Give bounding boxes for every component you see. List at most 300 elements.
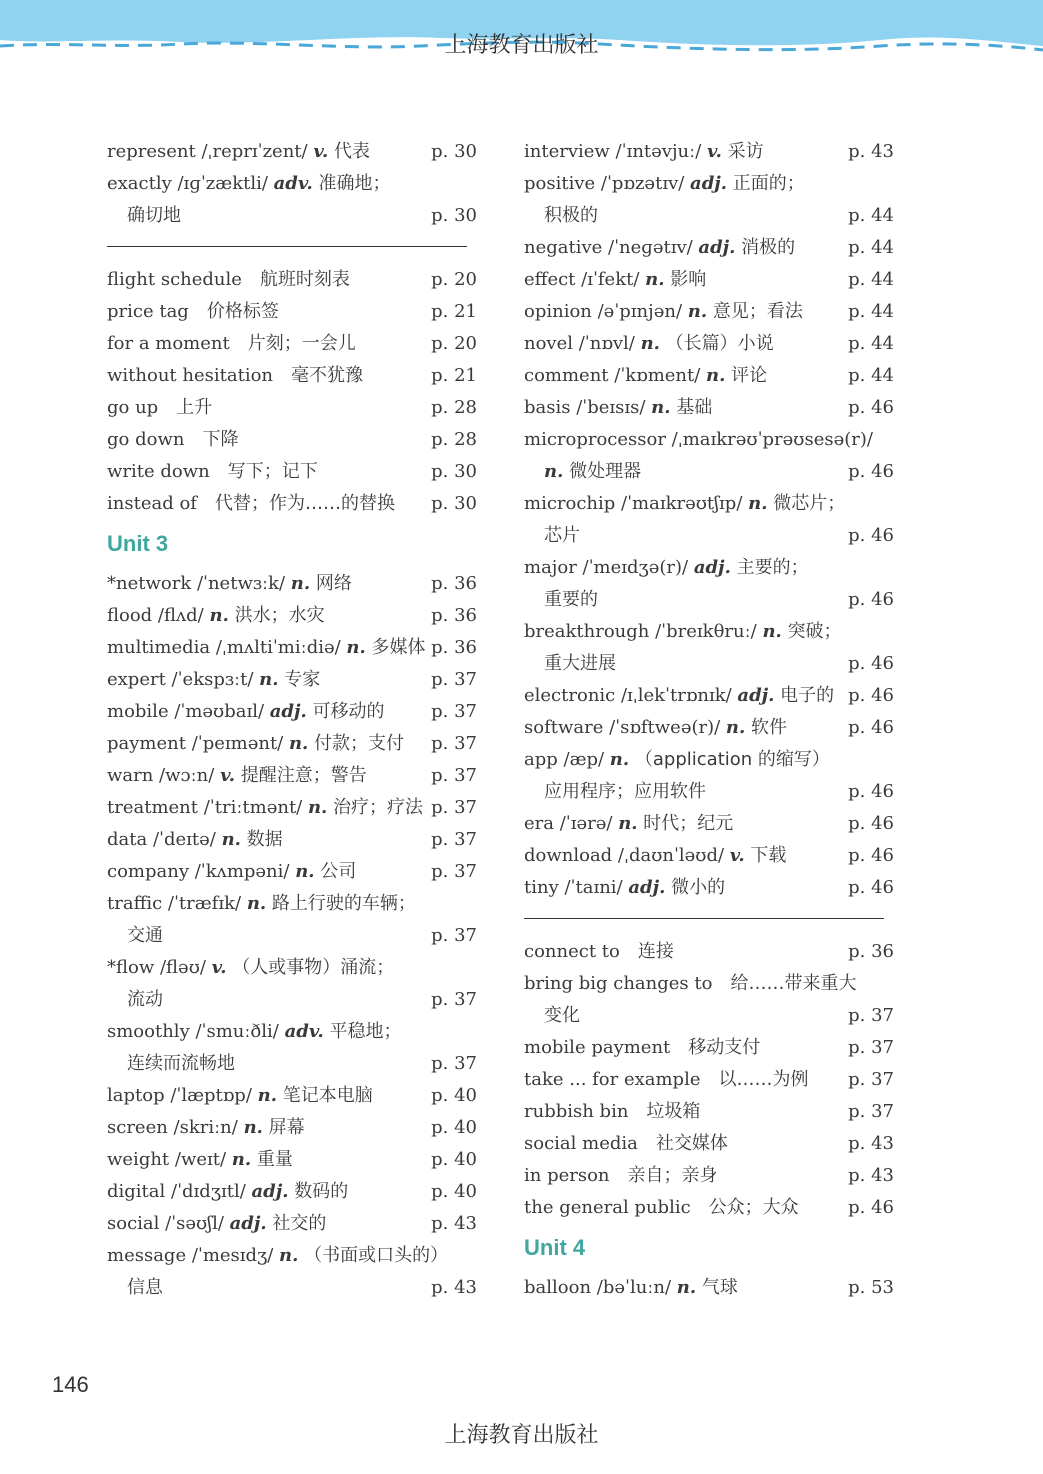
part-of-speech: n. (221, 829, 241, 850)
page-reference: p. 36 (431, 637, 477, 658)
entry-text (524, 616, 842, 648)
page-reference: p. 36 (431, 573, 477, 594)
entry-text (107, 392, 212, 424)
headword: price tag (107, 301, 189, 322)
headword: screen /skriːn/ (107, 1117, 244, 1138)
vocab-entry (524, 296, 894, 328)
headword: message /ˈmesɪdʒ/ (107, 1245, 280, 1266)
chinese-meaning: 提醒注意；警告 (234, 765, 367, 786)
chinese-meaning: 采访 (721, 141, 764, 162)
part-of-speech: v. (707, 141, 722, 162)
entry-text (107, 456, 318, 488)
vocab-entry (524, 232, 894, 264)
part-of-speech: adj. (690, 173, 728, 194)
entry-text (107, 1112, 305, 1144)
part-of-speech: v. (729, 845, 745, 866)
entry-text (107, 488, 395, 520)
vocab-entry-continuation (107, 984, 477, 1016)
chinese-meaning: 重量 (251, 1149, 293, 1170)
part-of-speech: adj. (229, 1213, 267, 1234)
vocab-entry-continuation (107, 920, 477, 952)
headword: software /ˈsɒftweə(r)/ (524, 717, 726, 738)
headword: smoothly /ˈsmuːðli/ (107, 1021, 285, 1042)
vocab-entry-continuation (524, 1000, 894, 1032)
chinese-meaning: 应用程序；应用软件 (544, 781, 706, 802)
part-of-speech: n. (209, 605, 229, 626)
chinese-meaning: （长篇）小说 (659, 333, 774, 354)
headword: multimedia /ˌmʌltiˈmiːdiə/ (107, 637, 347, 658)
entry-text (524, 488, 845, 520)
page-reference: p. 44 (848, 269, 894, 290)
vocab-entry (107, 888, 477, 920)
vocab-entry (107, 136, 477, 168)
part-of-speech: n. (640, 333, 660, 354)
headword: data /ˈdeɪtə/ (107, 829, 222, 850)
chinese-meaning: 消极的 (735, 237, 796, 258)
entry-text (524, 1096, 700, 1128)
section-divider (524, 904, 894, 936)
part-of-speech: n. (645, 269, 665, 290)
entry-text (107, 200, 181, 232)
page-reference: p. 43 (431, 1277, 477, 1298)
entry-text (524, 712, 787, 744)
headword: major /ˈmeɪdʒə(r)/ (524, 557, 694, 578)
vocab-entry (107, 1112, 477, 1144)
chinese-meaning: 正面的； (727, 173, 805, 194)
headword: exactly /ɪɡˈzæktli/ (107, 173, 274, 194)
headword: instead of (107, 493, 197, 514)
vocab-entry (107, 328, 477, 360)
chinese-meaning: 准确地； (312, 173, 391, 194)
vocab-entry (524, 680, 894, 712)
headword: *flow /fləʊ/ (107, 957, 212, 978)
page-reference: p. 46 (848, 813, 894, 834)
entry-text (524, 584, 598, 616)
page-reference: p. 46 (848, 717, 894, 738)
chinese-meaning: 数码的 (288, 1181, 349, 1202)
vocab-entry (107, 728, 477, 760)
vocab-entry (107, 424, 477, 456)
header-publisher: 上海教育出版社 (444, 33, 599, 58)
vocab-entry (107, 760, 477, 792)
entry-text (524, 744, 830, 776)
page-reference: p. 40 (431, 1085, 477, 1106)
headword: flood /flʌd/ (107, 605, 210, 626)
entry-text (524, 1192, 799, 1224)
headword: bring big changes to (524, 973, 713, 994)
chinese-meaning: 下降 (184, 429, 239, 450)
chinese-meaning: 价格标签 (188, 301, 279, 322)
chinese-meaning: 重大进展 (544, 653, 616, 674)
entry-text (107, 600, 325, 632)
page-reference: p. 53 (848, 1277, 894, 1298)
entry-text (524, 520, 580, 552)
chinese-meaning: （application 的缩写） (629, 749, 830, 770)
page-reference: p. 20 (431, 269, 477, 290)
vocab-entry (107, 296, 477, 328)
part-of-speech: adj. (628, 877, 666, 898)
part-of-speech: n. (257, 1085, 277, 1106)
headword: opinion /əˈpɪnjən/ (524, 301, 688, 322)
page-reference: p. 40 (431, 1181, 477, 1202)
part-of-speech: n. (676, 1277, 697, 1298)
chinese-meaning: 时代；纪元 (637, 813, 734, 834)
page-reference: p. 30 (431, 493, 477, 514)
vocab-entry (524, 968, 894, 1000)
entry-text (107, 1272, 163, 1304)
chinese-meaning: 基础 (670, 397, 713, 418)
chinese-meaning: 流动 (127, 989, 163, 1010)
part-of-speech: n. (762, 621, 782, 642)
chinese-meaning: 微处理器 (563, 461, 642, 482)
page-reference: p. 30 (431, 205, 477, 226)
entry-text (524, 1128, 728, 1160)
entry-text (107, 1016, 401, 1048)
vocab-entry (524, 744, 894, 776)
entry-text (107, 888, 416, 920)
chinese-meaning: 信息 (127, 1277, 163, 1298)
headword: breakthrough /ˈbreɪkθruː/ (524, 621, 763, 642)
chinese-meaning: 突破； (781, 621, 842, 642)
part-of-speech: adv. (284, 1021, 324, 1042)
part-of-speech: n. (243, 1117, 263, 1138)
chinese-meaning: 专家 (278, 669, 321, 690)
chinese-meaning: 上升 (158, 397, 213, 418)
chinese-meaning: 写下；记下 (209, 461, 318, 482)
chinese-meaning: 微芯片； (767, 493, 846, 514)
part-of-speech: n. (295, 861, 315, 882)
vocab-entry-continuation (107, 200, 477, 232)
entry-text (524, 680, 834, 712)
entry-text (107, 296, 279, 328)
chinese-meaning: 连续而流畅地 (127, 1053, 235, 1074)
page-reference: p. 37 (431, 1053, 477, 1074)
vocab-entry (107, 488, 477, 520)
vocab-entry (107, 664, 477, 696)
chinese-meaning: 垃圾箱 (628, 1101, 701, 1122)
chinese-meaning: 积极的 (544, 205, 598, 226)
entry-text (107, 952, 394, 984)
part-of-speech: n. (290, 573, 311, 594)
entry-text (524, 328, 774, 360)
entry-text (107, 760, 367, 792)
entry-text (107, 424, 238, 456)
chinese-meaning: 连接 (619, 941, 674, 962)
page-reference: p. 37 (848, 1005, 894, 1026)
vocab-entry (107, 1240, 477, 1272)
vocab-entry (524, 136, 894, 168)
vocab-entry (524, 840, 894, 872)
vocab-entry (107, 456, 477, 488)
part-of-speech: v. (313, 141, 329, 162)
entry-text (524, 1064, 809, 1096)
section-divider (107, 232, 477, 264)
headword: flight schedule (107, 269, 242, 290)
page-reference: p. 46 (848, 877, 894, 898)
chinese-meaning: 给……带来重大 (712, 973, 857, 994)
vocab-entry (524, 424, 894, 456)
right-column (524, 136, 894, 1304)
headword: novel /ˈnɒvl/ (524, 333, 641, 354)
unit-heading: Unit 4 (524, 1235, 586, 1260)
page-reference: p. 21 (431, 301, 477, 322)
part-of-speech: adj. (698, 237, 736, 258)
vocab-entry (107, 264, 477, 296)
entry-text (107, 1144, 293, 1176)
chinese-meaning: 交通 (127, 925, 163, 946)
page-reference: p. 43 (848, 141, 894, 162)
part-of-speech: n. (609, 749, 630, 770)
chinese-meaning: 影响 (664, 269, 707, 290)
page-reference: p. 37 (431, 765, 477, 786)
headword: company /ˈkʌmpəni/ (107, 861, 296, 882)
vocab-entry (524, 936, 894, 968)
page-reference: p. 37 (431, 733, 477, 754)
chinese-meaning: 芯片 (544, 525, 580, 546)
entry-text (524, 264, 706, 296)
entry-text (524, 136, 764, 168)
part-of-speech: n. (231, 1149, 252, 1170)
page-reference: p. 30 (431, 461, 477, 482)
vocab-entry (107, 792, 477, 824)
headword: comment /ˈkɒment/ (524, 365, 707, 386)
headword: tiny /ˈtaɪni/ (524, 877, 629, 898)
page-reference: p. 37 (431, 989, 477, 1010)
page-reference: p. 37 (431, 925, 477, 946)
headword: digital /ˈdɪdʒɪtl/ (107, 1181, 252, 1202)
chinese-meaning: 数据 (240, 829, 283, 850)
chinese-meaning: 治疗；疗法 (327, 797, 424, 818)
vocab-entry (524, 392, 894, 424)
page-reference: p. 37 (848, 1069, 894, 1090)
chinese-meaning: 付款；支付 (308, 733, 405, 754)
chinese-meaning: 软件 (745, 717, 787, 738)
headword: electronic /ɪˌlekˈtrɒnɪk/ (524, 685, 738, 706)
part-of-speech: n. (651, 397, 671, 418)
part-of-speech: n. (687, 301, 708, 322)
chinese-meaning: 变化 (544, 1005, 580, 1026)
vocab-entry (107, 360, 477, 392)
headword: download /ˌdaʊnˈləʊd/ (524, 845, 730, 866)
vocab-entry (524, 1032, 894, 1064)
page-reference: p. 37 (431, 701, 477, 722)
headword: positive /ˈpɒzətɪv/ (524, 173, 691, 194)
vocab-entry (107, 1144, 477, 1176)
page-reference: p. 43 (848, 1165, 894, 1186)
headword: laptop /ˈlæptɒp/ (107, 1085, 258, 1106)
page-reference: p. 40 (431, 1149, 477, 1170)
part-of-speech: adv. (273, 173, 313, 194)
entry-text (524, 200, 598, 232)
vocab-entry (107, 392, 477, 424)
headword: in person (524, 1165, 610, 1186)
chinese-meaning: 社交的 (266, 1213, 327, 1234)
page-reference: p. 46 (848, 845, 894, 866)
page-reference: p. 20 (431, 333, 477, 354)
entry-text (107, 136, 370, 168)
entry-text (524, 456, 641, 488)
entry-text (107, 1240, 448, 1272)
page-reference: p. 46 (848, 461, 894, 482)
chinese-meaning: 片刻；一会儿 (229, 333, 356, 354)
vocab-entry (107, 1176, 477, 1208)
chinese-meaning: 毫不犹豫 (273, 365, 363, 386)
vocab-entry (524, 328, 894, 360)
vocab-entry (107, 1208, 477, 1240)
entry-text (107, 728, 404, 760)
page-reference: p. 37 (431, 669, 477, 690)
part-of-speech: n. (259, 669, 279, 690)
entry-text (524, 424, 873, 456)
page-reference: p. 46 (848, 653, 894, 674)
chinese-meaning: 笔记本电脑 (276, 1085, 373, 1106)
part-of-speech: n. (706, 365, 726, 386)
page-number: 146 (52, 1372, 89, 1397)
chinese-meaning: 航班时刻表 (241, 269, 350, 290)
headword: traffic /ˈtræfɪk/ (107, 893, 247, 914)
vocab-entry (524, 264, 894, 296)
page-reference: p. 36 (848, 941, 894, 962)
page-reference: p. 44 (848, 237, 894, 258)
chinese-meaning: 电子的 (774, 685, 835, 706)
entry-text (524, 552, 809, 584)
vocab-entry (107, 856, 477, 888)
page-reference: p. 46 (848, 589, 894, 610)
entry-text (524, 936, 674, 968)
entry-text (524, 648, 616, 680)
headword: go up (107, 397, 159, 418)
part-of-speech: n. (544, 461, 564, 482)
entry-text (107, 1048, 235, 1080)
headword: mobile payment (524, 1037, 671, 1058)
part-of-speech: n. (246, 893, 267, 914)
vocab-entry-continuation (107, 1272, 477, 1304)
chinese-meaning: 以……为例 (700, 1069, 809, 1090)
page-reference: p. 43 (848, 1133, 894, 1154)
entry-text (524, 776, 706, 808)
vocab-entry (524, 808, 894, 840)
part-of-speech: n. (725, 717, 746, 738)
headword: social media (524, 1133, 638, 1154)
headword: basis /ˈbeɪsɪs/ (524, 397, 652, 418)
chinese-meaning: 代替；作为……的替换 (196, 493, 395, 514)
entry-text (524, 1032, 760, 1064)
headword: the general public (524, 1197, 691, 1218)
page-reference: p. 46 (848, 525, 894, 546)
vocab-entry-continuation (524, 648, 894, 680)
entry-text (107, 568, 352, 600)
entry-text (107, 328, 356, 360)
entry-text (524, 1160, 718, 1192)
page-reference: p. 46 (848, 397, 894, 418)
vocab-entry (524, 872, 894, 904)
entry-text (107, 984, 163, 1016)
vocab-entry-continuation (524, 584, 894, 616)
entry-text (107, 824, 283, 856)
headword: expert /ˈekspɜːt/ (107, 669, 260, 690)
vocab-entry (107, 168, 477, 200)
chinese-meaning: 平稳地； (323, 1021, 402, 1042)
vocab-entry (107, 600, 477, 632)
entry-text (107, 856, 356, 888)
chinese-meaning: 确切地 (127, 205, 181, 226)
vocab-entry (524, 488, 894, 520)
chinese-meaning: 洪水；水灾 (228, 605, 325, 626)
headword: rubbish bin (524, 1101, 629, 1122)
entry-text (107, 360, 363, 392)
chinese-meaning: 代表 (328, 141, 370, 162)
headword: take ... for example (524, 1069, 701, 1090)
vocab-entry (524, 1272, 894, 1304)
vocab-entry (524, 360, 894, 392)
page-reference: p. 37 (848, 1101, 894, 1122)
vocab-entry-continuation (524, 776, 894, 808)
vocab-entry (524, 1064, 894, 1096)
entry-text (107, 264, 350, 296)
headword: negative /ˈneɡətɪv/ (524, 237, 699, 258)
vocab-entry (107, 952, 477, 984)
chinese-meaning: 下载 (744, 845, 787, 866)
chinese-meaning: 多媒体 (365, 637, 426, 658)
entry-text (107, 632, 426, 664)
chinese-meaning: 可移动的 (306, 701, 385, 722)
entry-text (524, 392, 712, 424)
headword: microchip /ˈmaɪkrəʊtʃɪp/ (524, 493, 749, 514)
page-reference: p. 44 (848, 365, 894, 386)
headword: *network /ˈnetwɜːk/ (107, 573, 291, 594)
headword: warn /wɔːn/ (107, 765, 221, 786)
vocab-entry (524, 168, 894, 200)
chinese-meaning: 路上行驶的车辆； (266, 893, 416, 914)
chinese-meaning: 公司 (314, 861, 357, 882)
vocab-entry (524, 552, 894, 584)
headword: app /æp/ (524, 749, 610, 770)
footer-publisher: 上海教育出版社 (444, 1423, 599, 1448)
entry-text (524, 808, 733, 840)
page-reference: p. 37 (431, 829, 477, 850)
page-reference: p. 43 (431, 1213, 477, 1234)
entry-text (524, 968, 856, 1000)
page-reference: p. 44 (848, 205, 894, 226)
entry-text (107, 792, 423, 824)
headword: effect /ɪˈfekt/ (524, 269, 646, 290)
chinese-meaning: 气球 (696, 1277, 738, 1298)
part-of-speech: n. (748, 493, 768, 514)
headword: weight /weɪt/ (107, 1149, 232, 1170)
headword: treatment /ˈtriːtmənt/ (107, 797, 308, 818)
entry-text (107, 1080, 373, 1112)
page-reference: p. 37 (848, 1037, 894, 1058)
entry-text (107, 168, 391, 200)
entry-text (107, 1176, 348, 1208)
headword: connect to (524, 941, 620, 962)
vocab-entry (524, 616, 894, 648)
headword: microprocessor /ˌmaɪkrəʊˈprəʊsesə(r)/ (524, 429, 873, 450)
chinese-meaning: 微小的 (665, 877, 726, 898)
entry-text (524, 360, 767, 392)
page-reference: p. 46 (848, 1197, 894, 1218)
headword: mobile /ˈməʊbaɪl/ (107, 701, 270, 722)
vocab-entry-continuation (524, 200, 894, 232)
entry-text (524, 232, 795, 264)
page-reference: p. 46 (848, 781, 894, 802)
part-of-speech: v. (220, 765, 235, 786)
headword: interview /ˈɪntəvjuː/ (524, 141, 707, 162)
chinese-meaning: 屏幕 (262, 1117, 305, 1138)
headword: represent /ˌreprɪˈzent/ (107, 141, 314, 162)
chinese-meaning: 评论 (725, 365, 768, 386)
page-reference: p. 37 (431, 861, 477, 882)
